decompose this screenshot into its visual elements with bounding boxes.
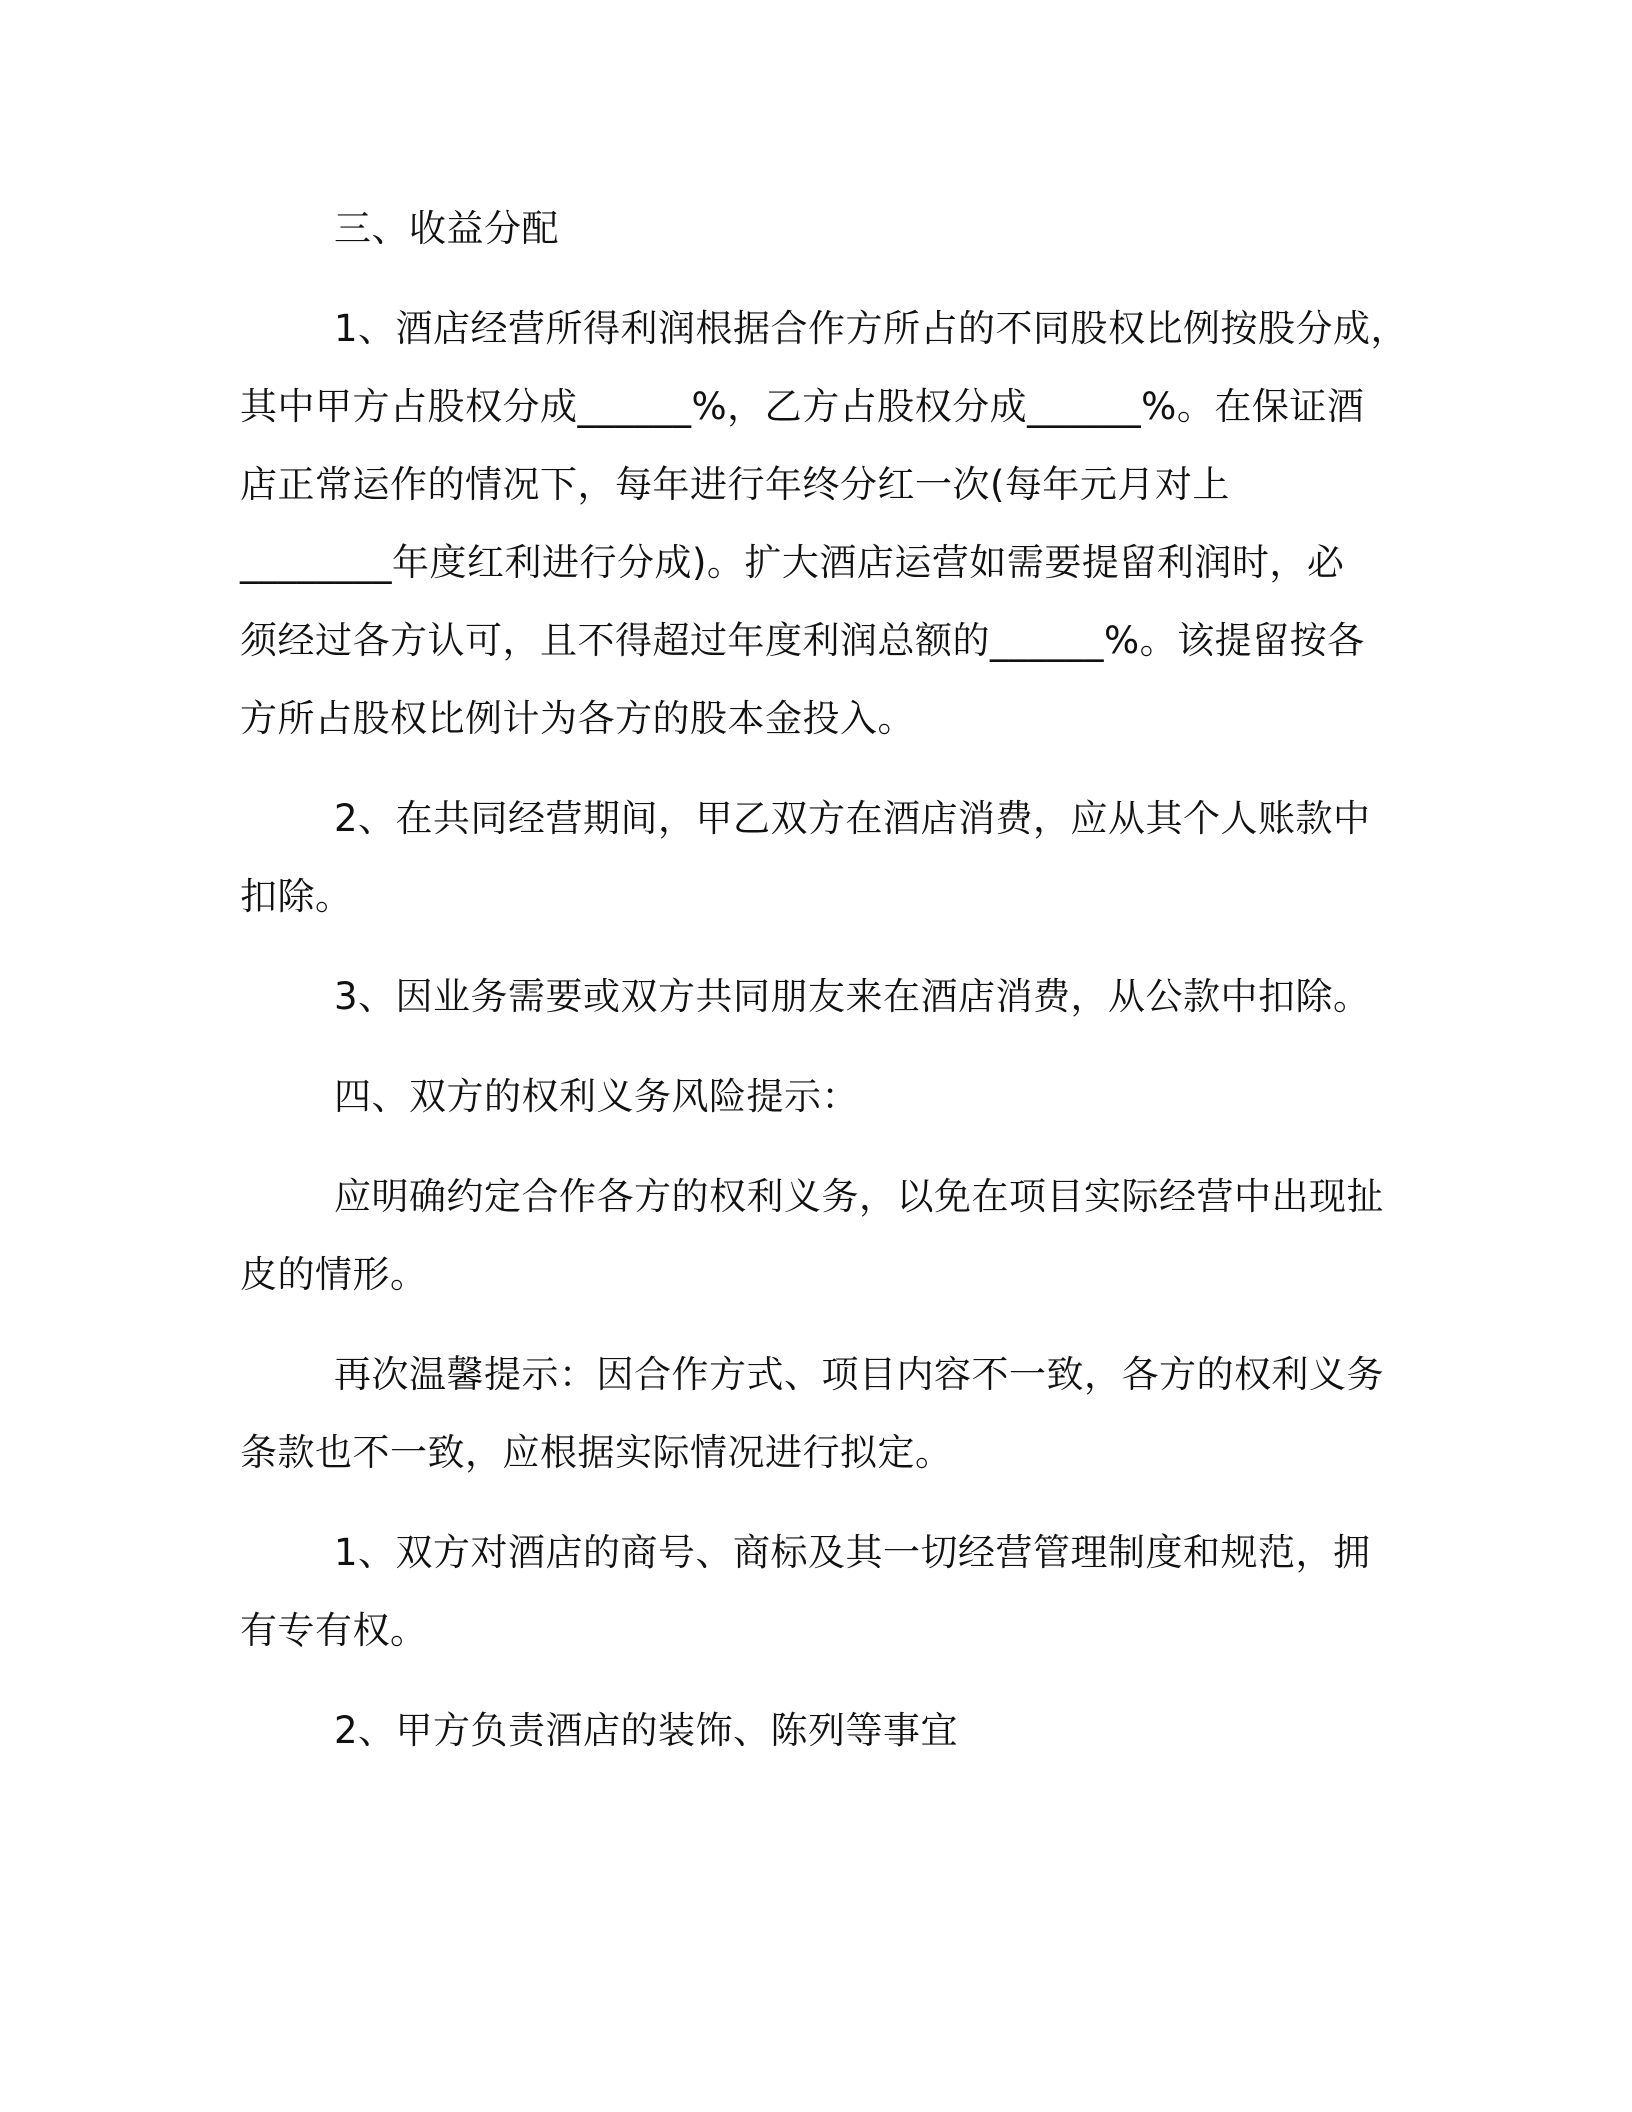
- paragraph-line: 2、在共同经营期间，甲乙双方在酒店消费，应从其个人账款中: [334, 797, 1371, 840]
- paragraph-line: 须经过各方认可，且不得超过年度利润总额的______%。该提留按各: [240, 619, 1365, 662]
- section-3-item-2: [240, 780, 1380, 936]
- paragraph-line: 条款也不一致，应根据实际情况进行拟定。: [240, 1431, 953, 1474]
- paragraph-line: 其中甲方占股权分成______%，乙方占股权分成______%。在保证酒: [240, 385, 1365, 428]
- paragraph-line: 皮的情形。: [240, 1253, 428, 1296]
- section-4: [240, 1058, 1380, 1136]
- paragraph-line: 2、甲方负责酒店的装饰、陈列等事宜: [334, 1709, 959, 1752]
- section-4-item-2: [240, 1692, 1380, 1770]
- paragraph-line: 店正常运作的情况下，每年进行年终分红一次(每年元月对上: [240, 463, 1230, 506]
- section-3-item-3: [240, 958, 1380, 1036]
- paragraph-line: 应明确约定合作各方的权利义务，以免在项目实际经营中出现扯: [334, 1175, 1384, 1218]
- paragraph-line: 1、酒店经营所得利润根据合作方所占的不同股权比例按股分成，: [334, 307, 1409, 350]
- paragraph-line: 方所占股权比例计为各方的股本金投入。: [240, 697, 915, 740]
- paragraph-line: ________年度红利进行分成)。扩大酒店运营如需要提留利润时，必: [240, 541, 1345, 584]
- section-3-title: 三、收益分配: [334, 207, 559, 250]
- section-4-item-1: [240, 1514, 1380, 1670]
- paragraph-line: 扣除。: [240, 875, 353, 918]
- paragraph-line: 3、因业务需要或双方共同朋友来在酒店消费，从公款中扣除。: [334, 975, 1371, 1018]
- section-4-title: 四、双方的权利义务风险提示：: [334, 1075, 859, 1118]
- paragraph-line: 1、双方对酒店的商号、商标及其一切经营管理制度和规范，拥: [334, 1531, 1371, 1574]
- section-3-item-1: [240, 290, 1409, 758]
- section-4-paragraph-1: [240, 1158, 1384, 1314]
- document-body: [240, 190, 1409, 1770]
- paragraph-line: 有专有权。: [240, 1609, 428, 1652]
- paragraph-line: 再次温馨提示：因合作方式、项目内容不一致，各方的权利义务: [334, 1353, 1384, 1396]
- section-4-paragraph-2: [240, 1336, 1384, 1492]
